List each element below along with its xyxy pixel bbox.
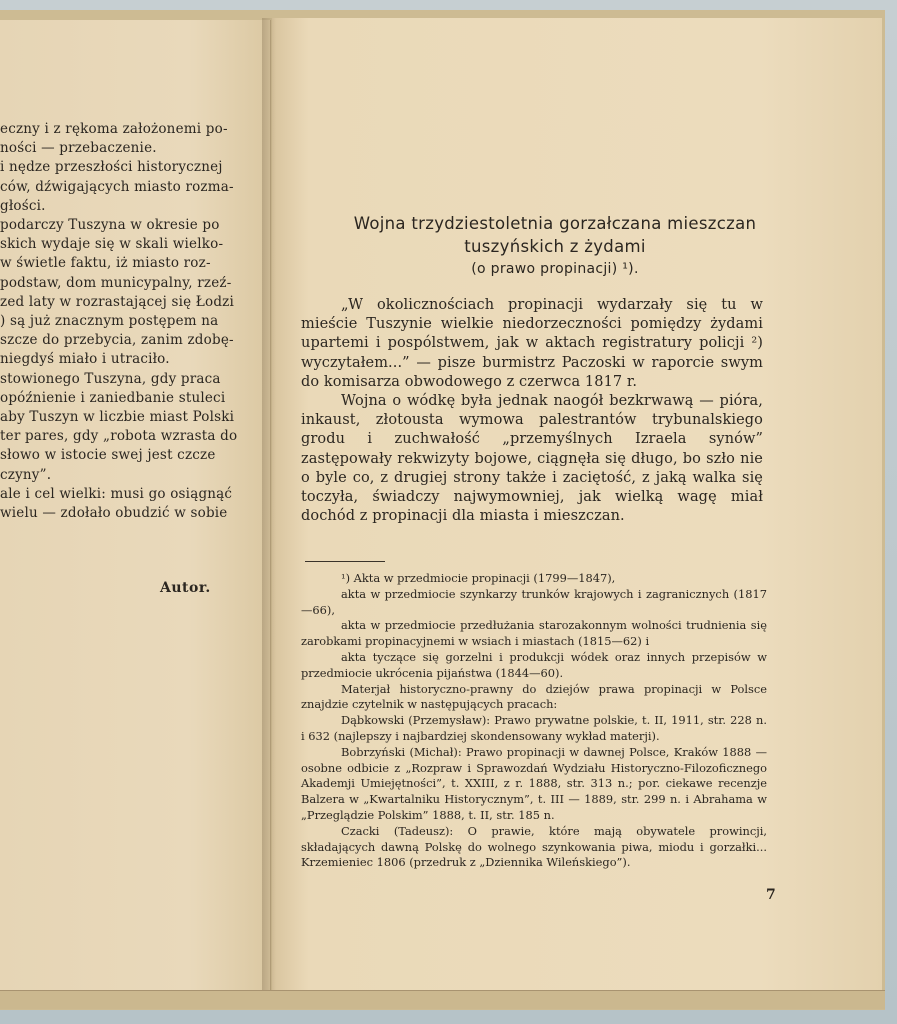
footnote: Materjał historyczno-prawny do dziejów prawa propinacji w Polsce znajdzie czytelnik w następujących pracach: <box>301 681 767 712</box>
footnote: Bobrzyński (Michał): Prawo propinacji w dawnej Polsce, Kraków 1888 — osobne odbicie z „Rozpraw i Sprawozdań Wydziału Historyczno-Filozoficznego Akademji Umiejętności”, t. XXIII, z r. 1888, str. 313 n.; por. ciekawe recenzje Balzera w „Kwartalniku Historycznym”, t. III — 1889, str. 299 n. i Abrahama w „Przeglądzie Polskim” 1888, t. II, str. 185 n. <box>301 744 767 822</box>
footnote-divider <box>305 561 385 562</box>
footnote: ¹) Akta w przedmiocie propinacji (1799—1847), <box>341 571 616 585</box>
chapter-title-line-2: tuszyńskich z żydami <box>464 237 646 256</box>
paragraph: „W okolicznościach propinacji wydarzały się tu w mieście Tuszynie wielkie niedorzeczności pomiędzy żydami upartemi i pospólstwem, jak w aktach registratury policji ²) wyczytałem...” — pisze burmistrz Paczoski w raporcie swym do komisarza obwodowego z czerwca 1817 r. <box>301 297 763 390</box>
book-bottom-edge <box>0 990 885 1009</box>
left-page <box>0 20 271 992</box>
left-line: głości. <box>0 197 46 214</box>
left-line: czyny”. <box>0 466 52 483</box>
chapter-body <box>301 296 763 526</box>
page-fold-shadow <box>262 18 276 990</box>
right-page <box>272 18 882 990</box>
left-line: niegdyś miało i utraciło. <box>0 351 170 368</box>
left-line: ale i cel wielki: musi go osiągnąć <box>0 485 233 502</box>
footnote: Dąbkowski (Przemysław): Prawo prywatne polskie, t. II, 1911, str. 228 n. i 632 (najlepszy i najbardziej skondensowany wykład materji). <box>301 713 767 743</box>
left-line: ) są już znacznym postępem na <box>0 313 219 330</box>
left-line: słowo w istocie swej jest czcze <box>0 447 216 464</box>
page-number: 7 <box>766 887 776 903</box>
chapter-title-line-1: Wojna trzydziestoletnia gorzałczana mieszczan <box>353 214 757 233</box>
left-line: eczny i z rękoma założonemi po- <box>0 121 228 137</box>
left-line: ności — przebaczenie. <box>0 140 157 157</box>
footnote: akta w przedmiocie przedłużania starozakonnym wolności trudnienia się zarobkami propinacyjnemi w wsiach i miastach (1815—62) i <box>301 618 767 649</box>
left-line: opóźnienie i zaniedbanie stuleci <box>0 389 226 406</box>
left-page-text <box>0 120 238 523</box>
left-line: zed laty w rozrastającej się Łodzi <box>0 293 235 310</box>
left-line: ter pares, gdy „robota wzrasta do <box>0 428 238 445</box>
left-line: aby Tuszyn w liczbie miast Polski <box>0 409 235 426</box>
left-line: w świetle faktu, iż miasto roz- <box>0 255 211 272</box>
footnotes <box>301 571 767 871</box>
paragraph: Wojna o wódkę była jednak naogół bezkrwawą — pióra, inkaust, złotousta wymowa palestrantów trybunalskiego grodu i zuchwałość „przemyślnych Izraela synów” zastępowały rekwizyty bojowe, ciągnęła się długo, bo szło nie o byle co, z drugiej strony także i zaciętość, z jaką walka się toczyła, świadczy najwymowniej, jak wielką wagę miał dochód z propinacji dla miasta i mieszczan. <box>301 393 763 525</box>
left-line: wielu — zdołało obudzić w sobie <box>0 505 228 522</box>
left-line: ców, dźwigających miasto rozma- <box>0 178 234 195</box>
left-line: podarczy Tuszyna w okresie po <box>0 217 220 234</box>
footnote: akta w przedmiocie szynkarzy trunków krajowych i zagranicznych (1817—66), <box>301 586 767 617</box>
footnote: akta tyczące się gorzelni i produkcji wódek oraz innych przepisów w przedmiocie ukrócenia pijaństwa (1844—60). <box>301 649 767 680</box>
footnote: Czacki (Tadeusz): O prawie, które mają obywatele prowincji, składających dawną Polskę do wolnego szynkowania piwa, miodu i gorzałki... Krzemieniec 1806 (przedruk z „Dziennika Wileńskiego”). <box>301 823 767 870</box>
left-line: skich wydaje się w skali wielko- <box>0 236 224 253</box>
author-signature: Autor. <box>160 580 211 596</box>
left-line: stowionego Tuszyna, gdy praca <box>0 370 221 387</box>
left-line: i nędze przeszłości historycznej <box>0 159 223 176</box>
chapter-subtitle: (o prawo propinacji) ¹). <box>471 261 639 277</box>
left-line: szcze do przebycia, zanim zdobę- <box>0 332 234 349</box>
left-line: podstaw, dom municypalny, rzeź- <box>0 274 232 291</box>
